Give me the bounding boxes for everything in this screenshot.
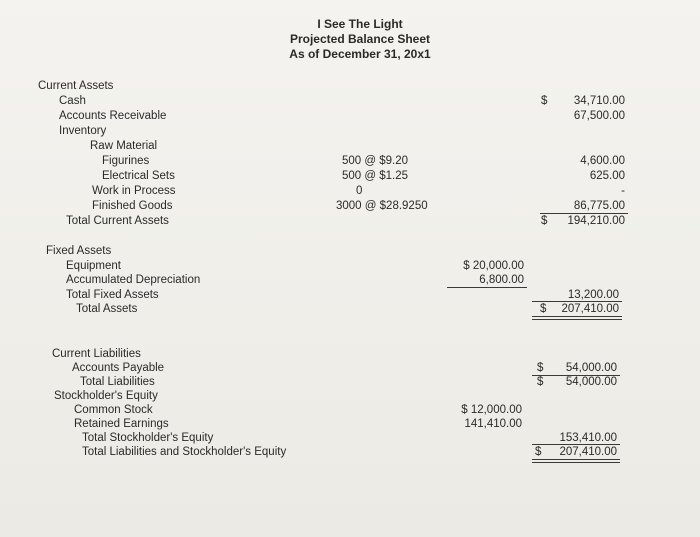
statement-title: Projected Balance Sheet — [289, 32, 431, 46]
wip-calc: 0 — [356, 185, 363, 197]
depreciation-underline — [447, 287, 527, 288]
finished-goods-label: Finished Goods — [92, 200, 173, 212]
total-fixed-assets-value: 13,200.00 — [567, 289, 619, 301]
finished-goods-value: 86,775.00 — [573, 200, 625, 212]
total-assets-double-underline — [532, 316, 622, 320]
ar-value: 67,500.00 — [573, 110, 625, 122]
current-liabilities-heading: Current Liabilities — [52, 348, 141, 360]
company-name: I See The Light — [317, 17, 403, 31]
accounts-payable-value: 54,000.00 — [565, 362, 617, 374]
figurines-value: 4,600.00 — [580, 155, 625, 167]
cash-dollar: $ — [541, 95, 548, 107]
cash-value: 34,710.00 — [573, 95, 625, 107]
stockholders-equity-heading: Stockholder's Equity — [54, 390, 158, 402]
total-le-double-underline — [532, 459, 620, 463]
accumulated-depreciation-value: 6,800.00 — [479, 274, 524, 286]
ar-label: Accounts Receivable — [59, 110, 167, 122]
wip-value: - — [621, 185, 625, 197]
current-assets-heading: Current Assets — [38, 80, 114, 92]
raw-material-label: Raw Material — [90, 140, 158, 152]
figurines-calc: 500 @ $9.20 — [342, 155, 409, 167]
statement-date: As of December 31, 20x1 — [289, 47, 431, 61]
accounts-payable-dollar: $ — [537, 362, 544, 374]
total-liabilities-and-equity-value: 207,410.00 — [559, 446, 617, 458]
total-liabilities-label: Total Liabilities — [80, 376, 155, 388]
finished-goods-calc: 3000 @ $28.9250 — [336, 200, 428, 212]
fixed-assets-heading: Fixed Assets — [46, 245, 112, 257]
total-current-assets-value: 194,210.00 — [567, 215, 625, 227]
total-assets-dollar: $ — [540, 303, 547, 315]
equipment-value: $ 20,000.00 — [463, 260, 524, 272]
inventory-label: Inventory — [59, 125, 107, 137]
retained-earnings-value: 141,410.00 — [464, 418, 522, 430]
total-liabilities-and-equity-dollar: $ — [535, 446, 542, 458]
total-liabilities-value: 54,000.00 — [565, 376, 617, 388]
total-stockholders-equity-value: 153,410.00 — [559, 432, 617, 444]
electrical-label: Electrical Sets — [102, 170, 175, 182]
equipment-label: Equipment — [66, 260, 121, 272]
total-stockholders-equity-label: Total Stockholder's Equity — [82, 432, 214, 444]
electrical-calc: 500 @ $1.25 — [342, 170, 409, 182]
electrical-value: 625.00 — [589, 170, 625, 182]
total-assets-value: 207,410.00 — [561, 303, 619, 315]
accounts-payable-label: Accounts Payable — [72, 362, 165, 374]
total-liabilities-dollar: $ — [537, 376, 544, 388]
total-liabilities-and-equity-label: Total Liabilities and Stockholder's Equity — [82, 446, 287, 458]
figurines-label: Figurines — [102, 155, 150, 167]
common-stock-label: Common Stock — [74, 404, 153, 416]
retained-earnings-label: Retained Earnings — [74, 418, 169, 430]
total-current-assets-dollar: $ — [541, 215, 548, 227]
cash-label: Cash — [59, 95, 86, 107]
total-assets-label: Total Assets — [76, 303, 138, 315]
accumulated-depreciation-label: Accumulated Depreciation — [66, 274, 201, 286]
total-fixed-assets-label: Total Fixed Assets — [66, 289, 159, 301]
wip-label: Work in Process — [92, 185, 176, 197]
total-current-assets-label: Total Current Assets — [66, 215, 169, 227]
common-stock-value: $ 12,000.00 — [461, 404, 522, 416]
